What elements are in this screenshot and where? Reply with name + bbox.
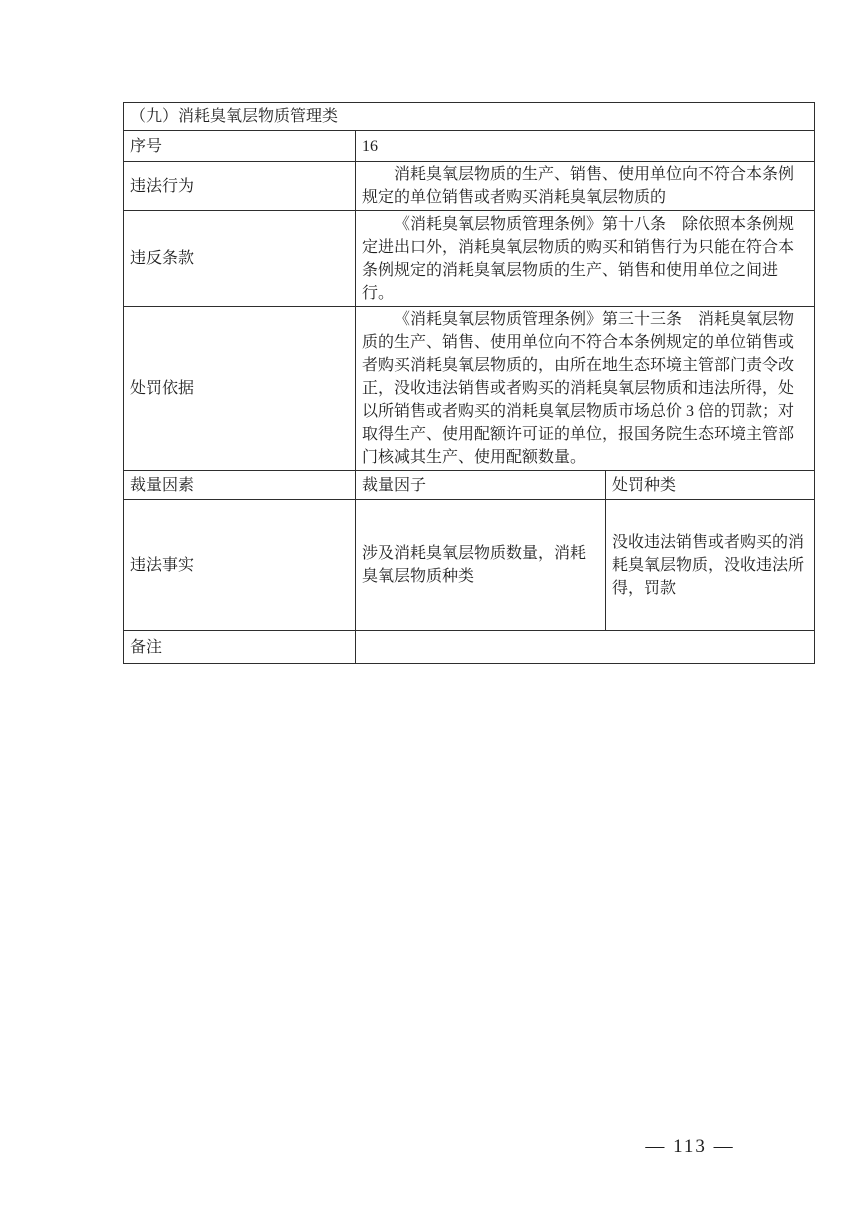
illegal-fact-label: 违法事实 [124, 500, 356, 631]
table-row [124, 162, 815, 211]
violated-clause-label: 违反条款 [124, 211, 356, 307]
table-row [124, 211, 815, 307]
table-row [124, 307, 815, 471]
penalty-table [123, 102, 815, 664]
violated-clause-value: 《消耗臭氧层物质管理条例》第十八条 除依照本条例规定进出口外，消耗臭氧层物质的购买和销售行为只能在符合本条例规定的消耗臭氧层物质的生产、销售和使用单位之间进行。 [356, 211, 815, 307]
discretion-factor-category-header: 裁量因素 [124, 471, 356, 500]
remarks-label: 备注 [124, 631, 356, 664]
section-title: （九）消耗臭氧层物质管理类 [124, 103, 815, 131]
remarks-value [356, 631, 815, 664]
page-number: — 113 — [645, 1136, 735, 1157]
discretion-factor-header: 裁量因子 [356, 471, 606, 500]
illegal-fact-factor: 涉及消耗臭氧层物质数量，消耗臭氧层物质种类 [356, 500, 606, 631]
table-row [124, 131, 815, 162]
table-row [124, 471, 815, 500]
table-row [124, 103, 815, 131]
penalty-basis-value: 《消耗臭氧层物质管理条例》第三十三条 消耗臭氧层物质的生产、销售、使用单位向不符合本条例规定的单位销售或者购买消耗臭氧层物质的，由所在地生态环境主管部门责令改正，没收违法销售或者购买的消耗臭氧层物质和违法所得，处以所销售或者购买的消耗臭氧层物质市场总价 3 倍的罚款；对取得生产、使用配额许可证的单位，报国务院生态环境主管部门核减其生产、使用配额数量。 [356, 307, 815, 471]
illegal-fact-penalty-type: 没收违法销售或者购买的消耗臭氧层物质，没收违法所得，罚款 [606, 500, 815, 631]
penalty-type-header: 处罚种类 [606, 471, 815, 500]
table-row [124, 631, 815, 664]
serial-value: 16 [356, 131, 815, 162]
serial-label: 序号 [124, 131, 356, 162]
penalty-basis-label: 处罚依据 [124, 307, 356, 471]
table-row [124, 500, 815, 631]
illegal-act-label: 违法行为 [124, 162, 356, 211]
illegal-act-value: 消耗臭氧层物质的生产、销售、使用单位向不符合本条例规定的单位销售或者购买消耗臭氧层物质的 [356, 162, 815, 211]
